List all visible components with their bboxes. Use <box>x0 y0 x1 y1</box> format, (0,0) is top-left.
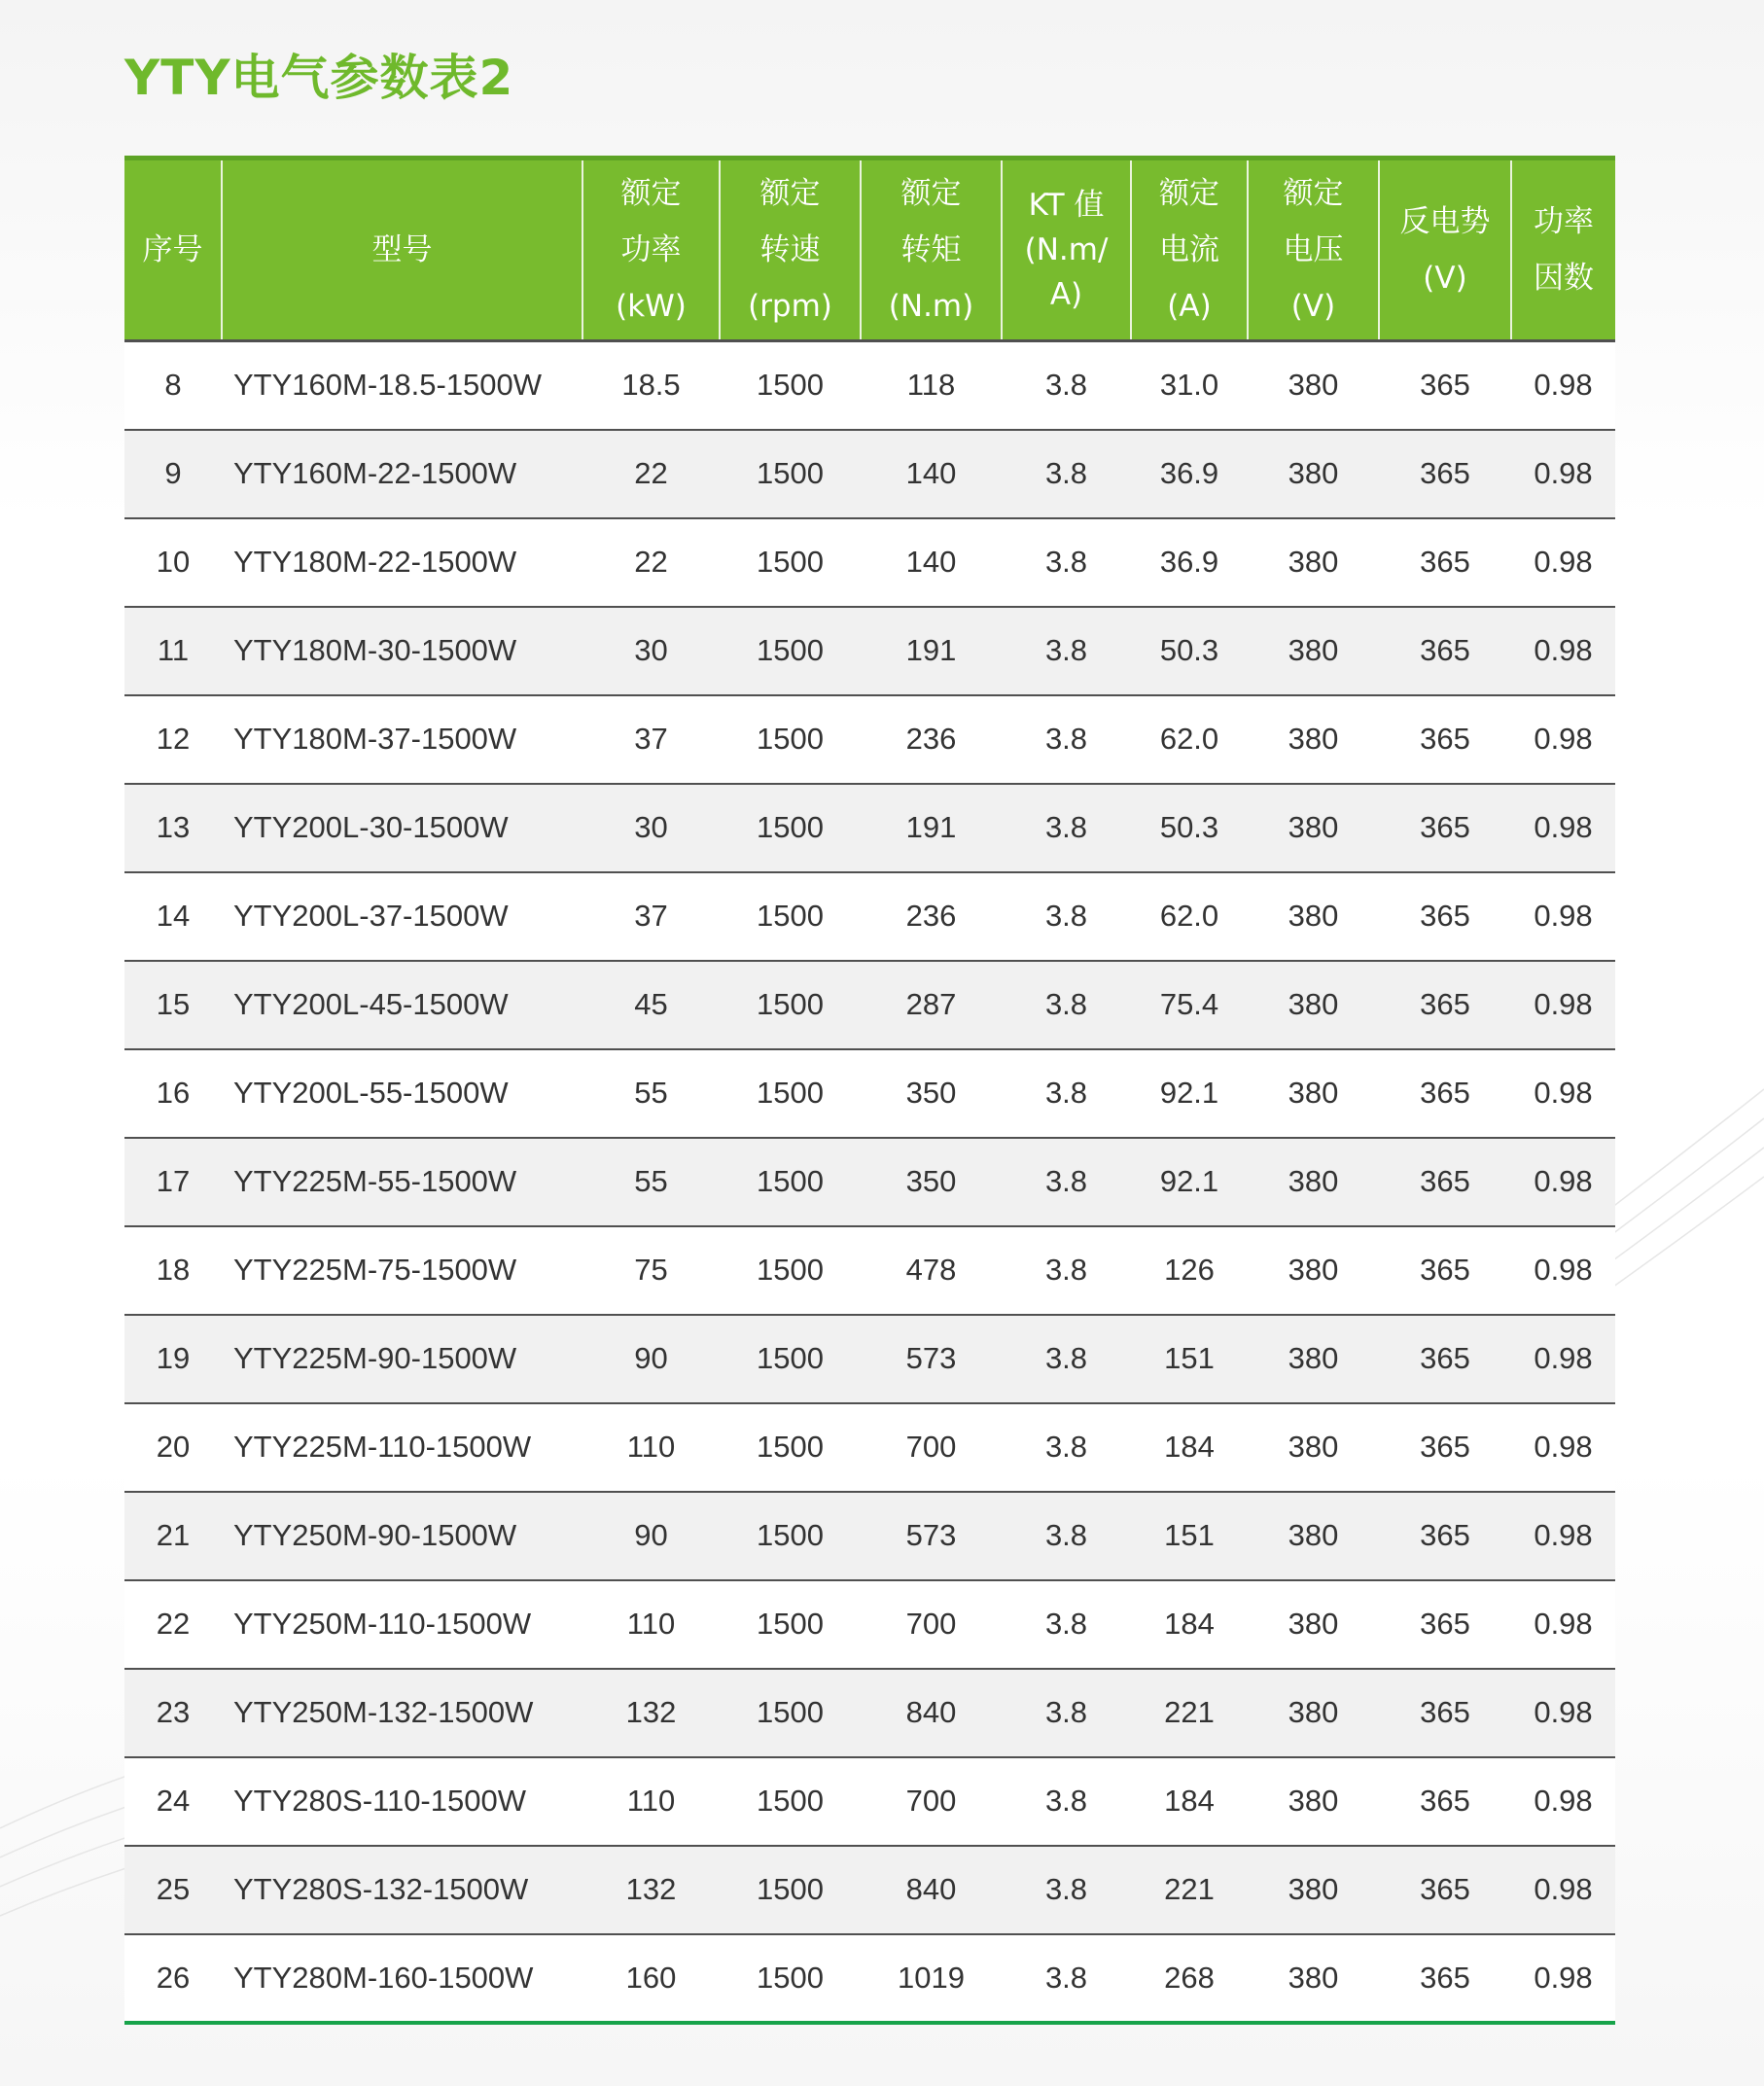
cell-kt-value: 3.8 <box>1002 1580 1131 1669</box>
cell-kt-value: 3.8 <box>1002 695 1131 784</box>
cell-index: 17 <box>124 1138 222 1226</box>
cell-rated-speed: 1500 <box>720 1049 861 1138</box>
cell-rated-torque: 140 <box>861 518 1002 607</box>
cell-rated-speed: 1500 <box>720 607 861 695</box>
cell-power-factor: 0.98 <box>1511 1757 1615 1846</box>
cell-kt-value: 3.8 <box>1002 1049 1131 1138</box>
cell-kt-value: 3.8 <box>1002 961 1131 1049</box>
cell-rated-torque: 840 <box>861 1846 1002 1934</box>
cell-rated-power: 45 <box>582 961 720 1049</box>
cell-rated-voltage: 380 <box>1248 1049 1379 1138</box>
cell-rated-voltage: 380 <box>1248 1580 1379 1669</box>
cell-back-emf: 365 <box>1379 518 1511 607</box>
cell-back-emf: 365 <box>1379 1580 1511 1669</box>
cell-rated-speed: 1500 <box>720 1315 861 1403</box>
cell-kt-value: 3.8 <box>1002 518 1131 607</box>
cell-model: YTY160M-18.5-1500W <box>222 341 582 430</box>
table-row <box>124 872 1615 961</box>
header-index-line: 序号 <box>142 232 203 267</box>
header-rated-voltage-line: 电压 <box>1283 232 1344 267</box>
cell-rated-power: 160 <box>582 1934 720 2023</box>
table-row <box>124 1315 1615 1403</box>
cell-rated-torque: 700 <box>861 1403 1002 1492</box>
cell-power-factor: 0.98 <box>1511 1492 1615 1580</box>
cell-back-emf: 365 <box>1379 872 1511 961</box>
cell-index: 26 <box>124 1934 222 2023</box>
cell-rated-torque: 118 <box>861 341 1002 430</box>
cell-rated-power: 18.5 <box>582 341 720 430</box>
table-row <box>124 1492 1615 1580</box>
cell-rated-current: 184 <box>1131 1403 1248 1492</box>
cell-kt-value: 3.8 <box>1002 607 1131 695</box>
cell-kt-value: 3.8 <box>1002 1846 1131 1934</box>
cell-kt-value: 3.8 <box>1002 430 1131 518</box>
cell-power-factor: 0.98 <box>1511 784 1615 872</box>
cell-rated-current: 75.4 <box>1131 961 1248 1049</box>
cell-rated-torque: 140 <box>861 430 1002 518</box>
cell-rated-speed: 1500 <box>720 1580 861 1669</box>
header-rated-torque <box>861 159 1002 341</box>
header-kt-value-line: A) <box>1049 277 1083 312</box>
cell-power-factor: 0.98 <box>1511 1049 1615 1138</box>
cell-rated-current: 221 <box>1131 1669 1248 1757</box>
cell-back-emf: 365 <box>1379 1669 1511 1757</box>
header-rated-voltage-line: (V) <box>1290 289 1336 324</box>
cell-index: 23 <box>124 1669 222 1757</box>
table-header <box>124 159 1615 341</box>
cell-kt-value: 3.8 <box>1002 872 1131 961</box>
cell-rated-power: 37 <box>582 695 720 784</box>
header-rated-power-line: 功率 <box>620 232 682 267</box>
cell-back-emf: 365 <box>1379 784 1511 872</box>
cell-rated-power: 110 <box>582 1757 720 1846</box>
table-row <box>124 518 1615 607</box>
cell-model: YTY200L-30-1500W <box>222 784 582 872</box>
cell-rated-current: 151 <box>1131 1492 1248 1580</box>
cell-rated-voltage: 380 <box>1248 1934 1379 2023</box>
cell-power-factor: 0.98 <box>1511 518 1615 607</box>
header-kt-value <box>1002 159 1131 341</box>
cell-rated-speed: 1500 <box>720 1138 861 1226</box>
cell-rated-torque: 191 <box>861 784 1002 872</box>
cell-model: YTY200L-37-1500W <box>222 872 582 961</box>
cell-rated-voltage: 380 <box>1248 518 1379 607</box>
cell-rated-power: 55 <box>582 1049 720 1138</box>
cell-rated-current: 62.0 <box>1131 872 1248 961</box>
cell-index: 10 <box>124 518 222 607</box>
cell-rated-voltage: 380 <box>1248 430 1379 518</box>
cell-rated-speed: 1500 <box>720 341 861 430</box>
cell-kt-value: 3.8 <box>1002 1757 1131 1846</box>
cell-kt-value: 3.8 <box>1002 1934 1131 2023</box>
cell-rated-torque: 350 <box>861 1049 1002 1138</box>
cell-kt-value: 3.8 <box>1002 1315 1131 1403</box>
cell-rated-voltage: 380 <box>1248 1138 1379 1226</box>
cell-back-emf: 365 <box>1379 1403 1511 1492</box>
header-rated-power-line: (kW) <box>616 289 687 324</box>
cell-rated-voltage: 380 <box>1248 1315 1379 1403</box>
cell-model: YTY280M-160-1500W <box>222 1934 582 2023</box>
cell-model: YTY250M-110-1500W <box>222 1580 582 1669</box>
page-title: YTY电气参数表2 <box>124 50 514 106</box>
cell-index: 19 <box>124 1315 222 1403</box>
cell-back-emf: 365 <box>1379 1934 1511 2023</box>
cell-rated-current: 151 <box>1131 1315 1248 1403</box>
cell-model: YTY180M-37-1500W <box>222 695 582 784</box>
cell-index: 14 <box>124 872 222 961</box>
header-kt-value-line: (N.m/ <box>1024 232 1109 267</box>
header-model <box>222 159 582 341</box>
cell-rated-speed: 1500 <box>720 1757 861 1846</box>
cell-model: YTY225M-110-1500W <box>222 1403 582 1492</box>
header-rated-voltage-line: 额定 <box>1283 176 1344 211</box>
cell-model: YTY180M-22-1500W <box>222 518 582 607</box>
cell-index: 15 <box>124 961 222 1049</box>
cell-kt-value: 3.8 <box>1002 784 1131 872</box>
cell-rated-voltage: 380 <box>1248 695 1379 784</box>
cell-back-emf: 365 <box>1379 1049 1511 1138</box>
cell-rated-torque: 840 <box>861 1669 1002 1757</box>
cell-index: 9 <box>124 430 222 518</box>
header-rated-power <box>582 159 720 341</box>
cell-power-factor: 0.98 <box>1511 1934 1615 2023</box>
cell-power-factor: 0.98 <box>1511 607 1615 695</box>
cell-rated-current: 62.0 <box>1131 695 1248 784</box>
cell-kt-value: 3.8 <box>1002 1138 1131 1226</box>
cell-rated-power: 132 <box>582 1846 720 1934</box>
table-row <box>124 341 1615 430</box>
cell-rated-voltage: 380 <box>1248 1403 1379 1492</box>
cell-power-factor: 0.98 <box>1511 1138 1615 1226</box>
cell-kt-value: 3.8 <box>1002 1669 1131 1757</box>
cell-rated-voltage: 380 <box>1248 872 1379 961</box>
header-back-emf-line: 反电势 <box>1399 204 1491 239</box>
header-rated-speed-line: (rpm) <box>748 289 832 324</box>
cell-back-emf: 365 <box>1379 1757 1511 1846</box>
cell-rated-power: 30 <box>582 607 720 695</box>
cell-rated-current: 126 <box>1131 1226 1248 1315</box>
cell-rated-speed: 1500 <box>720 961 861 1049</box>
table-row <box>124 1669 1615 1757</box>
cell-power-factor: 0.98 <box>1511 341 1615 430</box>
cell-index: 16 <box>124 1049 222 1138</box>
cell-model: YTY225M-90-1500W <box>222 1315 582 1403</box>
cell-rated-current: 50.3 <box>1131 784 1248 872</box>
cell-rated-power: 110 <box>582 1580 720 1669</box>
cell-rated-torque: 573 <box>861 1492 1002 1580</box>
cell-rated-torque: 573 <box>861 1315 1002 1403</box>
cell-rated-current: 50.3 <box>1131 607 1248 695</box>
table-row <box>124 1757 1615 1846</box>
header-rated-torque-line: 额定 <box>900 176 962 211</box>
cell-rated-power: 110 <box>582 1403 720 1492</box>
cell-rated-power: 22 <box>582 430 720 518</box>
cell-model: YTY280S-110-1500W <box>222 1757 582 1846</box>
cell-model: YTY200L-45-1500W <box>222 961 582 1049</box>
cell-index: 20 <box>124 1403 222 1492</box>
cell-rated-torque: 478 <box>861 1226 1002 1315</box>
cell-back-emf: 365 <box>1379 341 1511 430</box>
cell-rated-voltage: 380 <box>1248 341 1379 430</box>
table-row <box>124 961 1615 1049</box>
cell-rated-power: 75 <box>582 1226 720 1315</box>
header-row <box>124 159 1615 341</box>
cell-rated-torque: 700 <box>861 1580 1002 1669</box>
electrical-parameters-table <box>124 156 1615 2025</box>
table-row <box>124 430 1615 518</box>
cell-index: 8 <box>124 341 222 430</box>
cell-rated-speed: 1500 <box>720 1934 861 2023</box>
cell-index: 21 <box>124 1492 222 1580</box>
cell-model: YTY225M-55-1500W <box>222 1138 582 1226</box>
cell-power-factor: 0.98 <box>1511 1580 1615 1669</box>
cell-power-factor: 0.98 <box>1511 872 1615 961</box>
header-rated-torque-line: 转矩 <box>900 232 962 267</box>
table-row <box>124 1846 1615 1934</box>
cell-index: 18 <box>124 1226 222 1315</box>
cell-rated-speed: 1500 <box>720 1846 861 1934</box>
cell-rated-power: 22 <box>582 518 720 607</box>
cell-index: 24 <box>124 1757 222 1846</box>
cell-rated-speed: 1500 <box>720 518 861 607</box>
cell-kt-value: 3.8 <box>1002 341 1131 430</box>
cell-model: YTY200L-55-1500W <box>222 1049 582 1138</box>
cell-rated-voltage: 380 <box>1248 1492 1379 1580</box>
header-power-factor <box>1511 159 1615 341</box>
cell-rated-voltage: 380 <box>1248 961 1379 1049</box>
cell-rated-torque: 700 <box>861 1757 1002 1846</box>
table-row <box>124 1934 1615 2023</box>
cell-rated-voltage: 380 <box>1248 607 1379 695</box>
cell-back-emf: 365 <box>1379 695 1511 784</box>
cell-rated-current: 221 <box>1131 1846 1248 1934</box>
cell-rated-voltage: 380 <box>1248 784 1379 872</box>
cell-back-emf: 365 <box>1379 607 1511 695</box>
header-rated-speed-line: 额定 <box>759 176 821 211</box>
cell-rated-speed: 1500 <box>720 430 861 518</box>
cell-rated-torque: 287 <box>861 961 1002 1049</box>
cell-rated-voltage: 380 <box>1248 1226 1379 1315</box>
cell-rated-torque: 1019 <box>861 1934 1002 2023</box>
header-power-factor-line: 功率 <box>1534 204 1594 239</box>
cell-rated-speed: 1500 <box>720 1403 861 1492</box>
cell-rated-speed: 1500 <box>720 1226 861 1315</box>
table-row <box>124 1580 1615 1669</box>
table-row <box>124 607 1615 695</box>
cell-rated-torque: 191 <box>861 607 1002 695</box>
cell-back-emf: 365 <box>1379 1138 1511 1226</box>
cell-model: YTY180M-30-1500W <box>222 607 582 695</box>
cell-rated-power: 90 <box>582 1315 720 1403</box>
cell-rated-current: 36.9 <box>1131 430 1248 518</box>
cell-rated-torque: 236 <box>861 695 1002 784</box>
cell-rated-torque: 236 <box>861 872 1002 961</box>
cell-index: 25 <box>124 1846 222 1934</box>
cell-rated-speed: 1500 <box>720 1492 861 1580</box>
cell-rated-voltage: 380 <box>1248 1669 1379 1757</box>
cell-power-factor: 0.98 <box>1511 695 1615 784</box>
header-model-line: 型号 <box>371 232 433 267</box>
cell-rated-current: 31.0 <box>1131 341 1248 430</box>
cell-rated-speed: 1500 <box>720 872 861 961</box>
header-rated-current <box>1131 159 1248 341</box>
header-rated-current-line: 额定 <box>1159 176 1219 211</box>
cell-rated-voltage: 380 <box>1248 1846 1379 1934</box>
cell-back-emf: 365 <box>1379 1846 1511 1934</box>
cell-back-emf: 365 <box>1379 1226 1511 1315</box>
header-rated-voltage <box>1248 159 1379 341</box>
cell-power-factor: 0.98 <box>1511 1669 1615 1757</box>
header-kt-value-line: KT 值 <box>1028 188 1105 223</box>
cell-index: 13 <box>124 784 222 872</box>
cell-index: 11 <box>124 607 222 695</box>
cell-power-factor: 0.98 <box>1511 961 1615 1049</box>
cell-rated-current: 92.1 <box>1131 1049 1248 1138</box>
cell-model: YTY225M-75-1500W <box>222 1226 582 1315</box>
cell-back-emf: 365 <box>1379 961 1511 1049</box>
cell-power-factor: 0.98 <box>1511 1315 1615 1403</box>
cell-rated-speed: 1500 <box>720 1669 861 1757</box>
cell-model: YTY160M-22-1500W <box>222 430 582 518</box>
cell-model: YTY250M-132-1500W <box>222 1669 582 1757</box>
cell-rated-voltage: 380 <box>1248 1757 1379 1846</box>
cell-kt-value: 3.8 <box>1002 1492 1131 1580</box>
cell-power-factor: 0.98 <box>1511 1403 1615 1492</box>
header-power-factor-line: 因数 <box>1534 261 1594 296</box>
table-row <box>124 695 1615 784</box>
cell-rated-power: 30 <box>582 784 720 872</box>
header-back-emf <box>1379 159 1511 341</box>
cell-index: 22 <box>124 1580 222 1669</box>
cell-back-emf: 365 <box>1379 1492 1511 1580</box>
cell-model: YTY280S-132-1500W <box>222 1846 582 1934</box>
cell-power-factor: 0.98 <box>1511 1226 1615 1315</box>
cell-back-emf: 365 <box>1379 430 1511 518</box>
header-back-emf-line: (V) <box>1423 261 1467 296</box>
table-body <box>124 341 1615 2023</box>
header-rated-current-line: (A) <box>1167 289 1212 324</box>
cell-back-emf: 365 <box>1379 1315 1511 1403</box>
table-row <box>124 784 1615 872</box>
cell-rated-current: 36.9 <box>1131 518 1248 607</box>
cell-rated-current: 92.1 <box>1131 1138 1248 1226</box>
header-index <box>124 159 222 341</box>
table-row <box>124 1138 1615 1226</box>
header-rated-torque-line: (N.m) <box>888 289 974 324</box>
cell-rated-speed: 1500 <box>720 784 861 872</box>
header-rated-speed-line: 转速 <box>759 232 821 267</box>
header-rated-current-line: 电流 <box>1159 232 1219 267</box>
cell-rated-power: 90 <box>582 1492 720 1580</box>
cell-rated-current: 184 <box>1131 1757 1248 1846</box>
cell-rated-current: 268 <box>1131 1934 1248 2023</box>
cell-kt-value: 3.8 <box>1002 1226 1131 1315</box>
cell-power-factor: 0.98 <box>1511 430 1615 518</box>
cell-rated-speed: 1500 <box>720 695 861 784</box>
table-row <box>124 1049 1615 1138</box>
cell-index: 12 <box>124 695 222 784</box>
cell-rated-power: 132 <box>582 1669 720 1757</box>
cell-rated-torque: 350 <box>861 1138 1002 1226</box>
table-row <box>124 1226 1615 1315</box>
cell-model: YTY250M-90-1500W <box>222 1492 582 1580</box>
cell-rated-current: 184 <box>1131 1580 1248 1669</box>
cell-rated-power: 37 <box>582 872 720 961</box>
table-row <box>124 1403 1615 1492</box>
cell-rated-power: 55 <box>582 1138 720 1226</box>
cell-kt-value: 3.8 <box>1002 1403 1131 1492</box>
header-rated-speed <box>720 159 861 341</box>
cell-power-factor: 0.98 <box>1511 1846 1615 1934</box>
header-rated-power-line: 额定 <box>620 176 682 211</box>
